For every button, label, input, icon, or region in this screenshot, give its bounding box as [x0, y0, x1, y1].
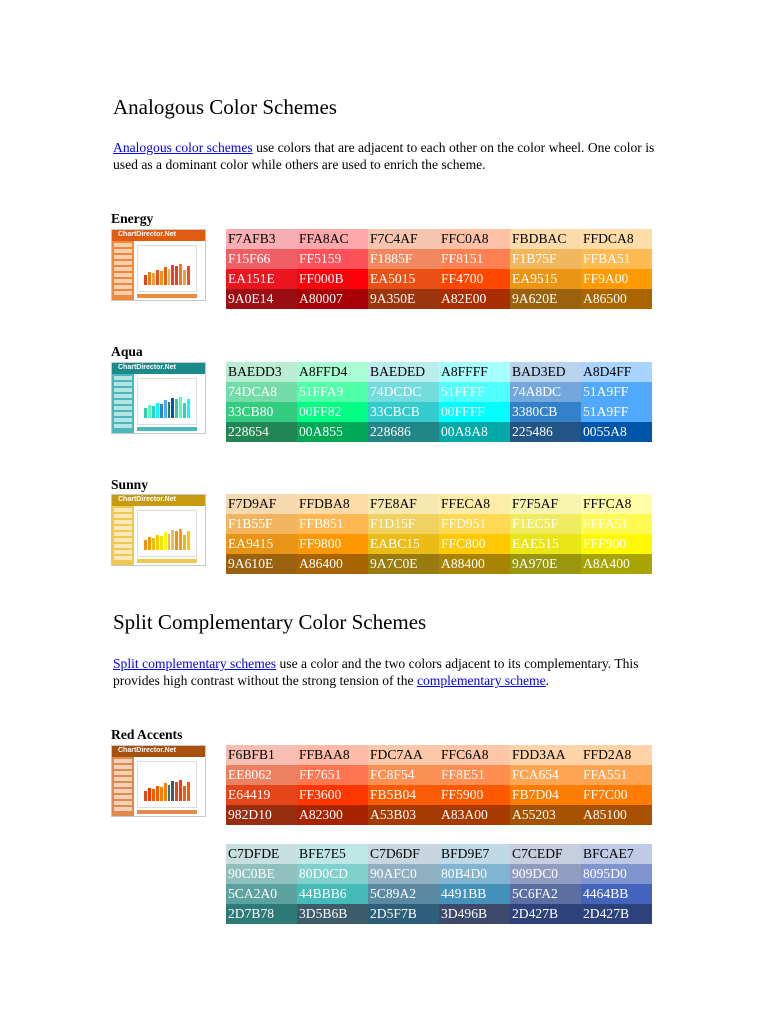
- split-intro-end: .: [545, 673, 550, 688]
- thumbnail-bar: [179, 529, 182, 550]
- color-swatch-cell: BAEDD3: [226, 362, 297, 382]
- thumbnail-bar: [171, 781, 174, 801]
- color-swatch-cell: F1B75F: [510, 249, 581, 269]
- color-swatch-cell: FDC7AA: [368, 745, 439, 765]
- color-swatch-cell: F1D15F: [368, 514, 439, 534]
- energy-color-table: [226, 229, 652, 309]
- color-swatch-cell: FFDCA8: [581, 229, 652, 249]
- color-swatch-cell: FFD2A8: [581, 745, 652, 765]
- color-row: [226, 554, 652, 574]
- color-row: [226, 382, 652, 402]
- color-swatch-cell: 00A8A8: [439, 422, 510, 442]
- scheme-label-energy: Energy: [111, 211, 154, 226]
- thumbnail-bar: [160, 404, 163, 418]
- thumbnail-bar: [183, 535, 186, 550]
- color-swatch-cell: A8D4FF: [581, 362, 652, 382]
- color-row: [226, 269, 652, 289]
- thumbnail-bar: [179, 397, 182, 418]
- thumbnail-footer: [137, 427, 197, 431]
- color-swatch-cell: 3D496B: [439, 904, 510, 924]
- complementary-scheme-link[interactable]: complementary scheme: [416, 673, 546, 688]
- color-swatch-cell: EABC15: [368, 534, 439, 554]
- thumbnail-bar: [156, 786, 159, 801]
- color-swatch-cell: F1EC5F: [510, 514, 581, 534]
- color-swatch-cell: EE8062: [226, 765, 297, 785]
- thumbnail-bar: [148, 272, 151, 285]
- color-swatch-cell: 982D10: [226, 805, 297, 825]
- color-row: [226, 534, 652, 554]
- thumbnail-bar: [183, 270, 186, 285]
- color-swatch-cell: F7AFB3: [226, 229, 297, 249]
- color-swatch-cell: FB5B04: [368, 785, 439, 805]
- color-swatch-cell: F7C4AF: [368, 229, 439, 249]
- section-title-analogous: Analogous Color Schemes: [113, 95, 337, 119]
- thumbnail-bar: [152, 538, 155, 550]
- thumbnail-bar: [148, 537, 151, 550]
- color-swatch-cell: F1885F: [368, 249, 439, 269]
- thumbnail-bar: [171, 398, 174, 418]
- thumbnail-sidebar: [112, 757, 134, 816]
- color-swatch-cell: 51FFFF: [439, 382, 510, 402]
- color-swatch-cell: FF4700: [439, 269, 510, 289]
- color-swatch-cell: FB7D04: [510, 785, 581, 805]
- thumbnail-bar: [144, 275, 147, 285]
- color-row: [226, 864, 652, 884]
- scheme-label-red-accents: Red Accents: [111, 727, 183, 742]
- color-swatch-cell: EAE515: [510, 534, 581, 554]
- color-swatch-cell: A8FFFF: [439, 362, 510, 382]
- thumbnail-header: [112, 746, 205, 757]
- thumbnail-chart-panel: [137, 245, 197, 292]
- color-row: [226, 494, 652, 514]
- color-swatch-cell: FF7651: [297, 765, 368, 785]
- color-swatch-cell: F7E8AF: [368, 494, 439, 514]
- color-swatch-cell: FF8E51: [439, 765, 510, 785]
- color-swatch-cell: C7DFDE: [226, 844, 297, 864]
- thumbnail-bar: [160, 271, 163, 285]
- scheme-label-sunny: Sunny: [111, 477, 149, 492]
- color-swatch-cell: 33CB80: [226, 402, 297, 422]
- color-swatch-cell: 3380CB: [510, 402, 581, 422]
- color-swatch-cell: FFECA8: [439, 494, 510, 514]
- thumbnail-chart-panel: [137, 761, 197, 808]
- thumbnail-header: [112, 495, 205, 506]
- color-swatch-cell: 5C89A2: [368, 884, 439, 904]
- color-row: [226, 805, 652, 825]
- color-row: [226, 402, 652, 422]
- color-swatch-cell: 9A0E14: [226, 289, 297, 309]
- thumbnail-bar: [171, 265, 174, 285]
- color-swatch-cell: EA9515: [510, 269, 581, 289]
- analogous-link[interactable]: Analogous color schemes: [113, 140, 253, 155]
- aqua-chart-thumbnail: [111, 362, 206, 434]
- sunny-chart-thumbnail: [111, 494, 206, 566]
- color-swatch-cell: 909DC0: [510, 864, 581, 884]
- red-accents-secondary-color-table: [226, 844, 652, 924]
- color-swatch-cell: 228686: [368, 422, 439, 442]
- color-swatch-cell: FF9800: [297, 534, 368, 554]
- thumbnail-bar: [144, 540, 147, 550]
- color-row: [226, 884, 652, 904]
- thumbnail-bar: [152, 406, 155, 418]
- color-swatch-cell: FF5900: [439, 785, 510, 805]
- color-swatch-cell: FFFA51: [581, 514, 652, 534]
- thumbnail-sidebar: [112, 374, 134, 433]
- color-swatch-cell: FC8F54: [368, 765, 439, 785]
- color-swatch-cell: A82E00: [439, 289, 510, 309]
- thumbnail-bar: [187, 531, 190, 550]
- split-intro: [113, 655, 673, 689]
- thumbnail-bar: [168, 269, 171, 286]
- color-swatch-cell: 51A9FF: [581, 382, 652, 402]
- color-row: [226, 765, 652, 785]
- color-swatch-cell: BFCAE7: [581, 844, 652, 864]
- color-row: [226, 514, 652, 534]
- thumbnail-bar: [164, 267, 167, 285]
- color-row: [226, 785, 652, 805]
- color-swatch-cell: FFFCA8: [581, 494, 652, 514]
- color-swatch-cell: 00A855: [297, 422, 368, 442]
- thumbnail-sidebar: [112, 241, 134, 300]
- thumbnail-bar: [175, 782, 178, 801]
- analogous-intro: [113, 139, 673, 173]
- color-swatch-cell: 51FFA9: [297, 382, 368, 402]
- color-swatch-cell: A82300: [297, 805, 368, 825]
- color-swatch-cell: A8A400: [581, 554, 652, 574]
- color-swatch-cell: F7F5AF: [510, 494, 581, 514]
- color-swatch-cell: FF8151: [439, 249, 510, 269]
- color-swatch-cell: A53B03: [368, 805, 439, 825]
- color-swatch-cell: 5C6FA2: [510, 884, 581, 904]
- thumbnail-header: [112, 230, 205, 241]
- color-swatch-cell: FDD3AA: [510, 745, 581, 765]
- thumbnail-bar: [156, 403, 159, 418]
- color-swatch-cell: 80D0CD: [297, 864, 368, 884]
- thumbnail-bar: [168, 785, 171, 802]
- analogous-intro-text: use colors that are adjacent to each other on the color wheel. One color is used as a dominant color while others are used to enrich the scheme.: [113, 140, 655, 172]
- color-swatch-cell: A86500: [581, 289, 652, 309]
- thumbnail-bar: [144, 791, 147, 801]
- color-swatch-cell: A88400: [439, 554, 510, 574]
- color-swatch-cell: 3D5B6B: [297, 904, 368, 924]
- color-swatch-cell: A55203: [510, 805, 581, 825]
- color-swatch-cell: BFE7E5: [297, 844, 368, 864]
- thumbnail-bar: [156, 270, 159, 285]
- color-swatch-cell: FFC800: [439, 534, 510, 554]
- color-swatch-cell: FF7C00: [581, 785, 652, 805]
- color-swatch-cell: C7D6DF: [368, 844, 439, 864]
- thumbnail-bar: [175, 399, 178, 418]
- color-swatch-cell: FFC0A8: [439, 229, 510, 249]
- color-swatch-cell: BAD3ED: [510, 362, 581, 382]
- color-swatch-cell: 4491BB: [439, 884, 510, 904]
- thumbnail-bar: [187, 266, 190, 285]
- color-swatch-cell: FFD951: [439, 514, 510, 534]
- scheme-label-aqua: Aqua: [111, 344, 143, 359]
- color-swatch-cell: 74DCDC: [368, 382, 439, 402]
- color-swatch-cell: 9A610E: [226, 554, 297, 574]
- thumbnail-bar: [187, 399, 190, 418]
- color-swatch-cell: F1B55F: [226, 514, 297, 534]
- thumbnail-bar: [179, 780, 182, 801]
- thumbnail-bar: [160, 536, 163, 550]
- thumbnail-bar: [152, 789, 155, 801]
- color-swatch-cell: F6BFB1: [226, 745, 297, 765]
- color-row: [226, 422, 652, 442]
- color-swatch-cell: 0055A8: [581, 422, 652, 442]
- color-swatch-cell: E64419: [226, 785, 297, 805]
- color-swatch-cell: 8095D0: [581, 864, 652, 884]
- color-swatch-cell: A85100: [581, 805, 652, 825]
- thumbnail-footer: [137, 810, 197, 814]
- thumbnail-brand: ChartDirector.Net: [118, 364, 176, 371]
- split-complementary-link[interactable]: Split complementary schemes: [113, 656, 277, 671]
- color-swatch-cell: FFA551: [581, 765, 652, 785]
- color-swatch-cell: 00FF82: [297, 402, 368, 422]
- color-swatch-cell: 9A350E: [368, 289, 439, 309]
- color-row: [226, 289, 652, 309]
- color-row: [226, 745, 652, 765]
- thumbnail-bar: [168, 534, 171, 551]
- thumbnail-bar: [175, 531, 178, 550]
- energy-chart-thumbnail: [111, 229, 206, 301]
- color-swatch-cell: 00FFFF: [439, 402, 510, 422]
- color-swatch-cell: 225486: [510, 422, 581, 442]
- thumbnail-bar: [148, 405, 151, 418]
- aqua-color-table: [226, 362, 652, 442]
- color-swatch-cell: C7CEDF: [510, 844, 581, 864]
- color-swatch-cell: EA151E: [226, 269, 297, 289]
- thumbnail-bar: [164, 783, 167, 801]
- red-accents-chart-thumbnail: [111, 745, 206, 817]
- color-swatch-cell: 2D427B: [581, 904, 652, 924]
- thumbnail-bar: [160, 787, 163, 801]
- color-row: [226, 229, 652, 249]
- color-swatch-cell: 44BBB6: [297, 884, 368, 904]
- thumbnail-bar: [144, 408, 147, 418]
- color-swatch-cell: 80B4D0: [439, 864, 510, 884]
- color-swatch-cell: FFC6A8: [439, 745, 510, 765]
- thumbnail-bar: [164, 400, 167, 418]
- thumbnail-bar: [156, 535, 159, 550]
- color-swatch-cell: 228654: [226, 422, 297, 442]
- thumbnail-brand: ChartDirector.Net: [118, 231, 176, 238]
- color-swatch-cell: 9A7C0E: [368, 554, 439, 574]
- color-swatch-cell: FF3600: [297, 785, 368, 805]
- color-swatch-cell: FF9A00: [581, 269, 652, 289]
- color-swatch-cell: 2D427B: [510, 904, 581, 924]
- thumbnail-footer: [137, 559, 197, 563]
- color-swatch-cell: FFA8AC: [297, 229, 368, 249]
- sunny-color-table: [226, 494, 652, 574]
- color-row: [226, 249, 652, 269]
- color-swatch-cell: 5CA2A0: [226, 884, 297, 904]
- thumbnail-chart-panel: [137, 378, 197, 425]
- color-swatch-cell: FFBA51: [581, 249, 652, 269]
- color-swatch-cell: FF000B: [297, 269, 368, 289]
- color-swatch-cell: A86400: [297, 554, 368, 574]
- thumbnail-brand: ChartDirector.Net: [118, 747, 176, 754]
- color-swatch-cell: 9A620E: [510, 289, 581, 309]
- thumbnail-bar: [168, 402, 171, 419]
- section-title-split: Split Complementary Color Schemes: [113, 610, 427, 634]
- color-swatch-cell: BFD9E7: [439, 844, 510, 864]
- color-swatch-cell: A83A00: [439, 805, 510, 825]
- thumbnail-bar: [179, 264, 182, 285]
- color-swatch-cell: EA5015: [368, 269, 439, 289]
- thumbnail-chart-panel: [137, 510, 197, 557]
- color-swatch-cell: A80007: [297, 289, 368, 309]
- color-swatch-cell: 2D7B78: [226, 904, 297, 924]
- thumbnail-bar: [183, 786, 186, 801]
- color-row: [226, 904, 652, 924]
- split-intro-text: use a color and the two colors adjacent to its complementary. This provides high contrast without the strong tension of the: [113, 656, 639, 688]
- thumbnail-bar: [175, 266, 178, 285]
- color-row: [226, 362, 652, 382]
- color-swatch-cell: FFB851: [297, 514, 368, 534]
- color-swatch-cell: 51A9FF: [581, 402, 652, 422]
- thumbnail-bar: [187, 782, 190, 801]
- color-swatch-cell: FFBAA8: [297, 745, 368, 765]
- color-swatch-cell: 33CBCB: [368, 402, 439, 422]
- color-swatch-cell: 90AFC0: [368, 864, 439, 884]
- color-swatch-cell: 4464BB: [581, 884, 652, 904]
- color-swatch-cell: 90C0BE: [226, 864, 297, 884]
- color-swatch-cell: 9A970E: [510, 554, 581, 574]
- color-swatch-cell: 2D5F7B: [368, 904, 439, 924]
- thumbnail-bar: [152, 273, 155, 285]
- color-swatch-cell: BAEDED: [368, 362, 439, 382]
- thumbnail-header: [112, 363, 205, 374]
- color-swatch-cell: A8FFD4: [297, 362, 368, 382]
- thumbnail-footer: [137, 294, 197, 298]
- color-swatch-cell: F15F66: [226, 249, 297, 269]
- red-accents-color-table: [226, 745, 652, 825]
- color-swatch-cell: 74A8DC: [510, 382, 581, 402]
- color-swatch-cell: 74DCA8: [226, 382, 297, 402]
- thumbnail-bar: [183, 403, 186, 418]
- thumbnail-bar: [171, 530, 174, 550]
- thumbnail-bar: [148, 788, 151, 801]
- color-swatch-cell: FFDBA8: [297, 494, 368, 514]
- thumbnail-sidebar: [112, 506, 134, 565]
- color-swatch-cell: FFF900: [581, 534, 652, 554]
- color-swatch-cell: FF5159: [297, 249, 368, 269]
- thumbnail-brand: ChartDirector.Net: [118, 496, 176, 503]
- thumbnail-bar: [164, 532, 167, 550]
- color-row: [226, 844, 652, 864]
- color-swatch-cell: FCA654: [510, 765, 581, 785]
- color-swatch-cell: F7D9AF: [226, 494, 297, 514]
- color-swatch-cell: EA9415: [226, 534, 297, 554]
- color-swatch-cell: FBDBAC: [510, 229, 581, 249]
